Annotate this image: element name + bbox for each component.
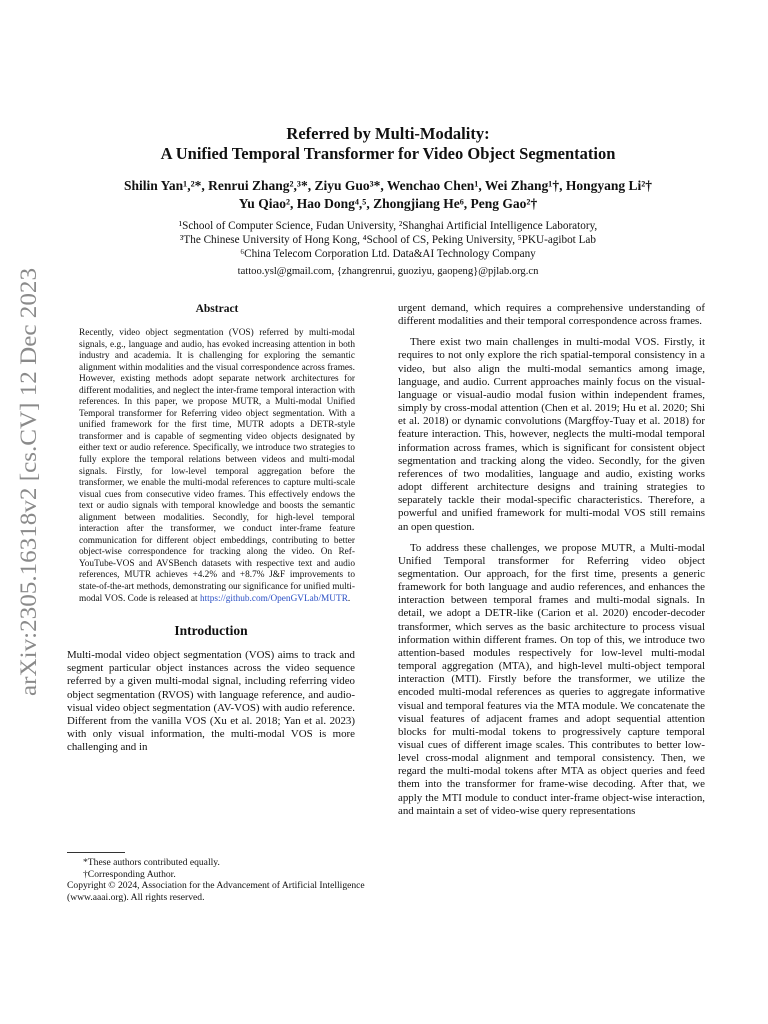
abstract-heading: Abstract <box>195 303 239 315</box>
footnote-equal-contribution: *These authors contributed equally. <box>83 857 220 868</box>
title-line-2: A Unified Temporal Transformer for Video Object Segmentation <box>160 144 616 163</box>
affiliations <box>70 219 706 262</box>
code-link[interactable]: https://github.com/OpenGVLab/MUTR <box>199 593 348 604</box>
affiliation-line-2: ³The Chinese University of Hong Kong, ⁴School of CS, Peking University, ⁵PKU-agibot Lab <box>180 234 596 247</box>
introduction-heading: Introduction <box>174 623 248 639</box>
footnote-rule <box>67 852 125 853</box>
copyright-notice: Copyright © 2024, Association for the Advancement of Artificial Intelligence (www.aaai.org). All rights reserved. <box>67 880 365 903</box>
author-list <box>70 177 706 213</box>
right-paragraph-1: urgent demand, which requires a comprehensive understanding of different modalities and their temporal correspondence across frames. <box>398 302 705 328</box>
affiliation-line-3: ⁶China Telecom Corporation Ltd. Data&AI Technology Company <box>240 248 536 261</box>
introduction-paragraph: Multi-modal video object segmentation (VOS) aims to track and segment particular object instances across the video sequence referred by a given multi-modal signal, including referring video object segmentation (RVOS) with language reference, and audio-visual video object segmentation (AV-VOS) with audio reference. Different from the vanilla VOS (Xu et al. 2018; Yan et al. 2023) with only visual information, the multi-modal VOS is more challenging and in <box>67 649 355 754</box>
right-paragraph-3: To address these challenges, we propose MUTR, a Multi-modal Unified Temporal transformer for Referring video object segmentation. Our approach, for the first time, presents a generic framework for both language and audio references, and enhances the interaction between temporal frames and multi-modal signals. In detail, we adopt a DETR-like (Carion et al. 2020) encoder-decoder transformer, which serves as the basic architecture to process visual information within different frames. On top of this, we introduce two attention-based modules respectively for low-level multi-modal temporal aggregation (MTA), and high-level multi-object temporal interaction (MTI). Firstly before the transformer, we utilize the encoded multi-modal references as queries to aggregate informative visual and temporal features via the MTA module. We concatenate the visual features of adjacent frames and adopt sequential attention blocks for multi-modal tokens to progressively capture temporal visual cues of different image scales. This contributes to better low-level cross-modal alignment and temporal consistency. Then, we regard the multi-modal tokens after MTA as object queries and feed them into the transformer for frame-wise decoding. After that, we apply the MTI module to conduct inter-frame object-wise interaction, and maintain a set of video-wise query representations <box>398 541 705 817</box>
arxiv-stamp-text: arXiv:2305.16318v2 [cs.CV] 12 Dec 2023 <box>16 303 41 696</box>
authors-line-2: Yu Qiao², Hao Dong⁴,⁵, Zhongjiang He⁶, Peng Gao²† <box>238 196 538 211</box>
abstract-text <box>79 328 355 605</box>
left-column <box>67 302 355 754</box>
author-emails: tattoo.ysl@gmail.com, {zhangrenrui, guoziyu, gaopeng}@pjlab.org.cn <box>237 266 539 277</box>
right-column <box>398 302 705 818</box>
paper-title <box>70 124 706 164</box>
affiliation-line-1: ¹School of Computer Science, Fudan University, ²Shanghai Artificial Intelligence Laboratory, <box>178 220 598 232</box>
arxiv-stamp-graphic <box>11 268 45 696</box>
authors-line-1: Shilin Yan¹,²*, Renrui Zhang²,³*, Ziyu Guo³*, Wenchao Chen¹, Wei Zhang¹†, Hongyang Li²† <box>123 178 653 193</box>
abstract-body: Recently, video object segmentation (VOS) referred by multi-modal signals, e.g., language and audio, has evoked increasing attention in both industry and academia. It is challenging for exploring the semantic alignment within modalities and the visual correspondence across frames. However, existing methods adopt separate network architectures for different modalities, and neglect the inter-frame temporal interaction with references. In this paper, we propose MUTR, a Multi-modal Unified Temporal transformer for Referring video object segmentation. With a unified framework for the first time, MUTR adopts a DETR-style transformer and is capable of segmenting video objects designated by either text or audio reference. Specifically, we introduce two strategies to fully explore the temporal relations between videos and multi-modal signals. Firstly, for low-level temporal aggregation before the transformer, we enable the multi-modal references to capture multi-scale visual cues from consecutive video frames. This effectively endows the text or audio signals with temporal knowledge and boosts the semantic alignment between modalities. Secondly, for high-level temporal interaction after the transformer, we conduct inter-frame feature communication for different object embeddings, contributing to better object-wise correspondence for tracking along the video. On Ref-YouTube-VOS and AVSBench datasets with respective text and audio references, MUTR achieves +4.2% and +8.7% J&F improvements to state-of-the-art methods, demonstrating our significance for unified multi-modal VOS. Code is released at <box>79 328 355 604</box>
arxiv-stamp <box>11 268 45 696</box>
right-paragraph-2: There exist two main challenges in multi-modal VOS. Firstly, it requires to not only explore the rich spatial-temporal consistency in a video, but also align the multi-modal semantics among image, language, and audio. Current approaches mainly focus on the visual-language or visual-audio modal fusion within independent frames, simply by cross-modal attention (Chen et al. 2019; Hu et al. 2020; Shi et al. 2018) or dynamic convolutions (Margffoy-Tuay et al. 2018) for feature interaction. This, however, neglects the multi-modal temporal information across frames, which is significant for consistent object segmentation and tracking along the video. Secondly, for the given references of two modalities, language and audio, existing works adopt different architecture designs and training strategies to separately tackle their modal-specific characteristics. Therefore, a powerful and unified framework for multi-modal VOS still remains an open question. <box>398 336 705 533</box>
title-line-1: Referred by Multi-Modality: <box>286 124 490 143</box>
footnote-corresponding-author: †Corresponding Author. <box>83 868 176 880</box>
footnotes <box>67 852 367 903</box>
abstract-end: . <box>347 593 351 604</box>
